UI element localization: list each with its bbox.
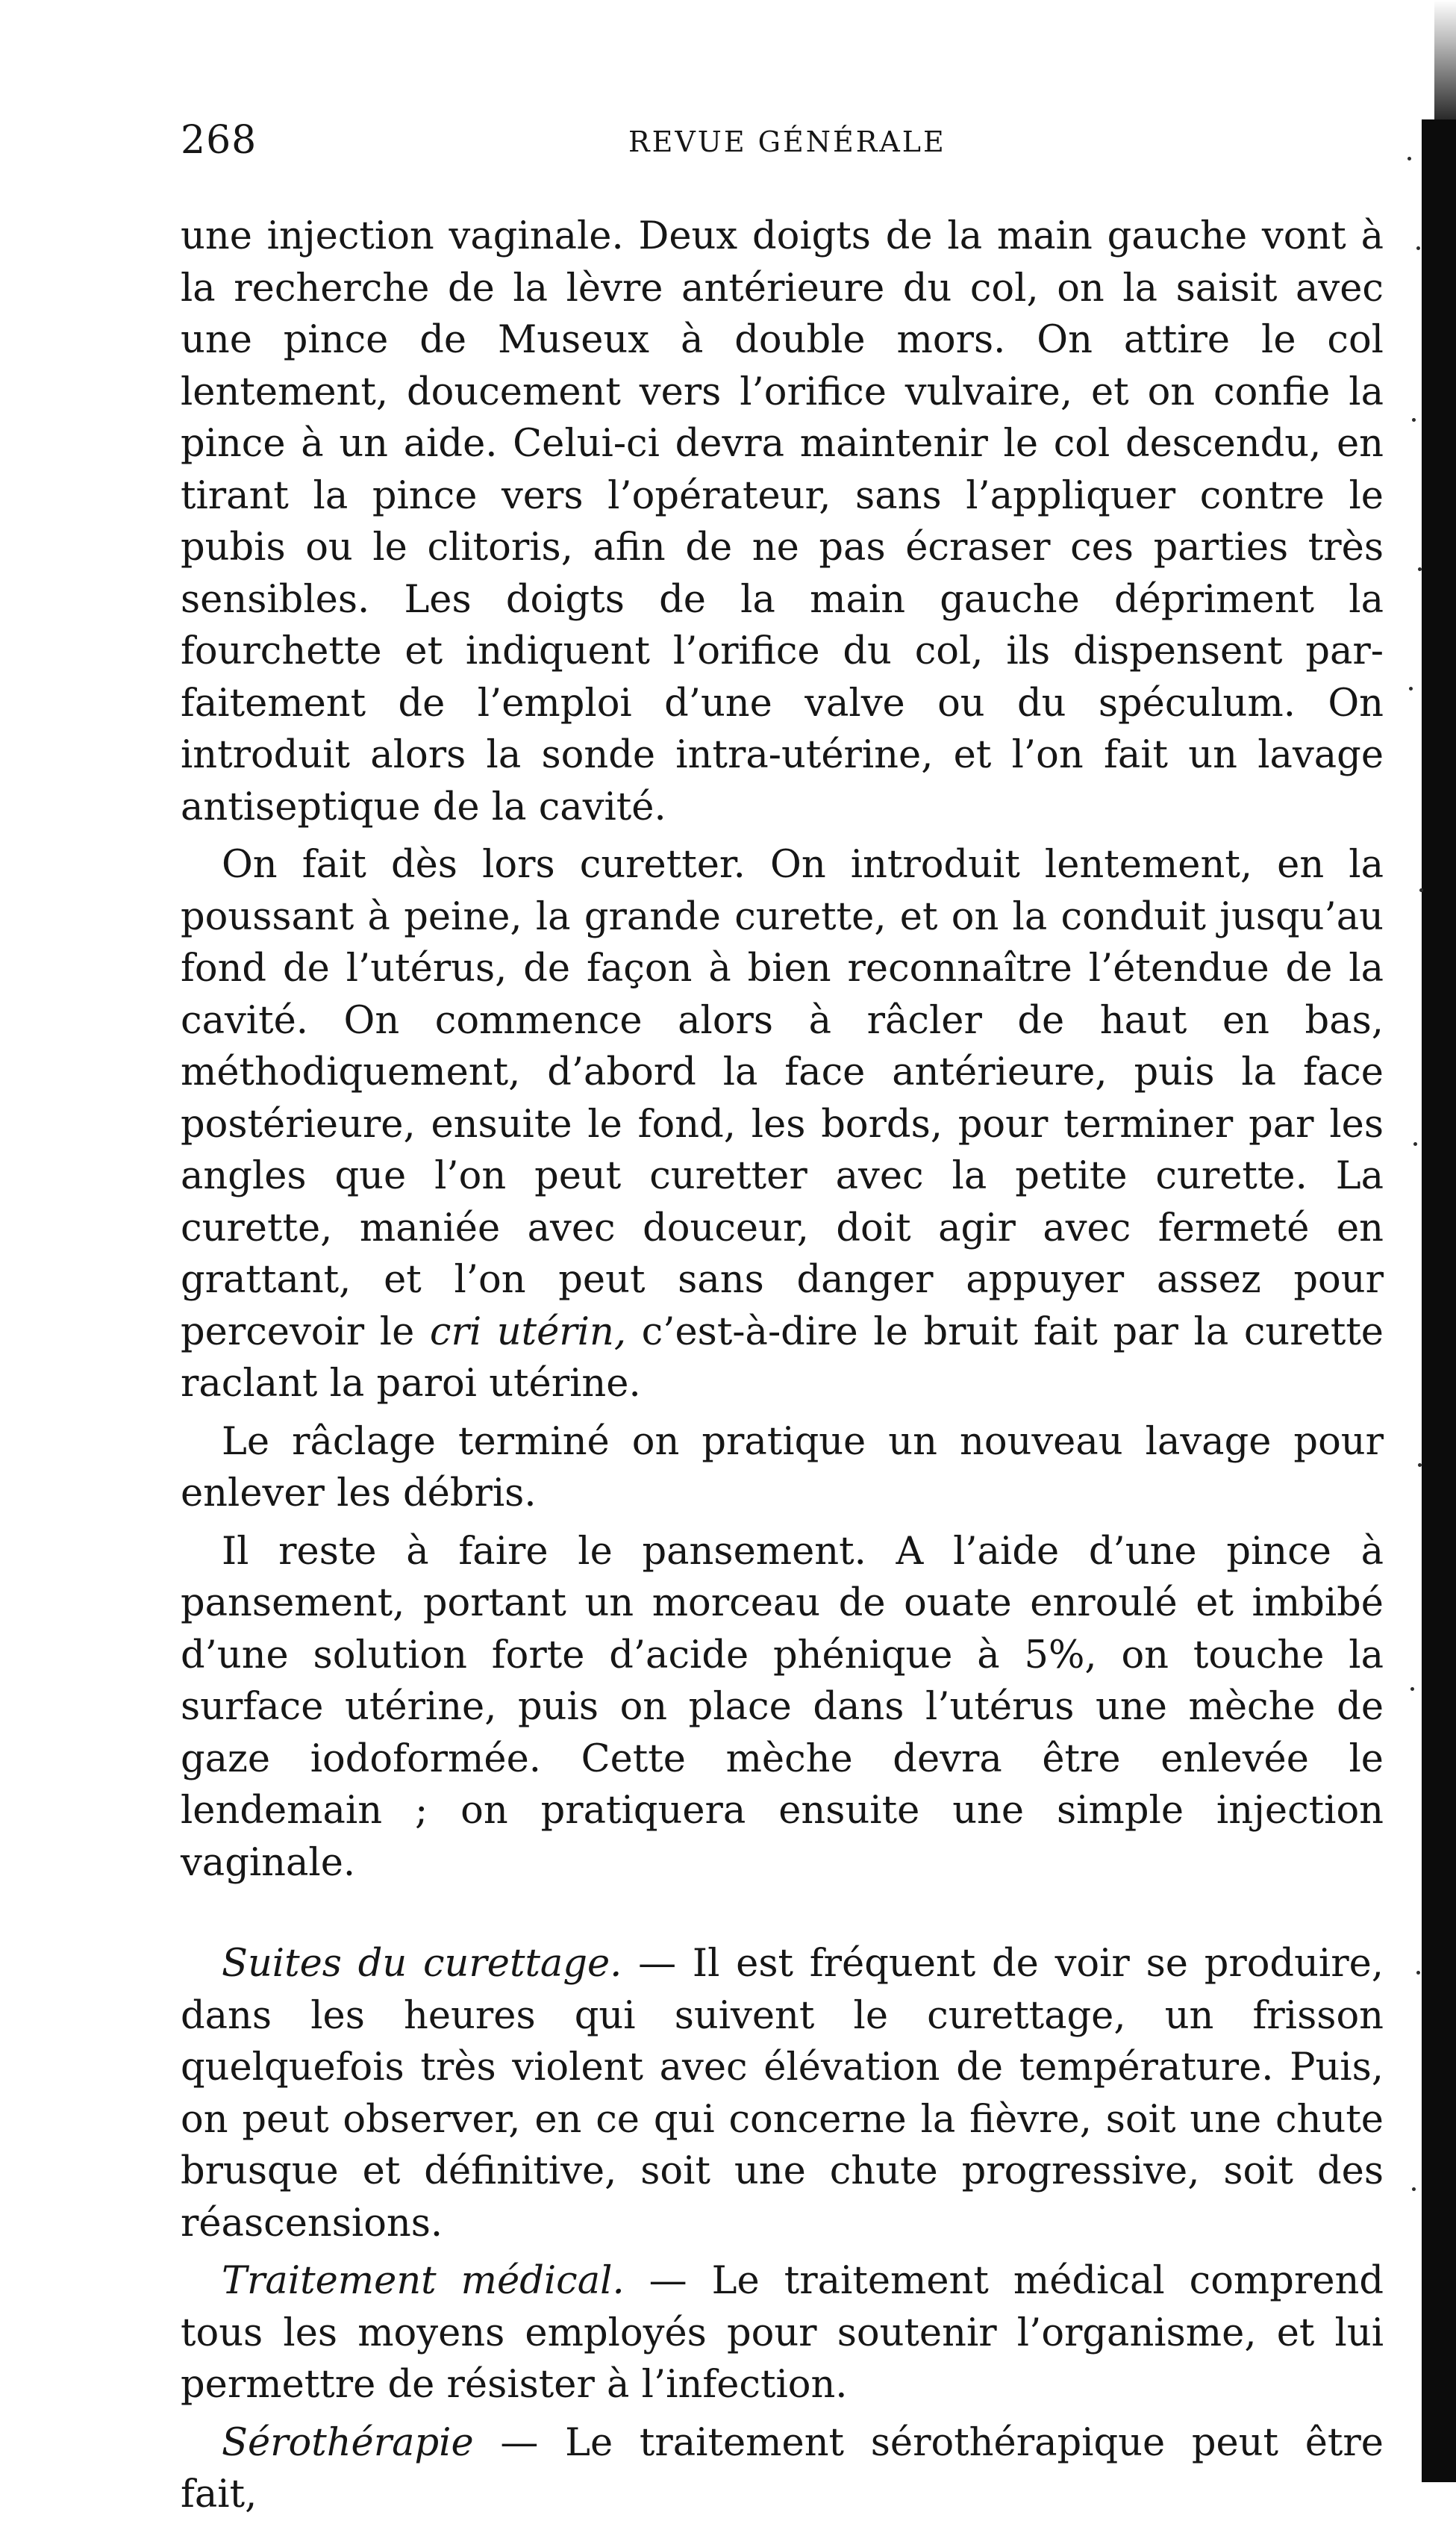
section-serotherapie-heading: Sérothérapie xyxy=(222,2420,474,2465)
section-suites-heading: Suites du curettage. xyxy=(222,1942,622,1986)
section-traitement-text: — Le traitement médical comprend tous les moyens employés pour soutenir l’organisme, et lui permettre de résister à l’infection. xyxy=(181,2259,1384,2407)
page-header xyxy=(181,118,1405,178)
body-text xyxy=(181,211,1384,2521)
section-suites-text: — Il est fréquent de voir se produire, dans les heures qui suivent le curettage, un frisson quelquefois très violent avec élévation de température. Puis, on peut observer, en ce qui concerne la fièvre, soit une chute brusque et définitive, soit une chute progressive, soit des réascensions. xyxy=(181,1942,1384,2246)
page-number: 268 xyxy=(181,118,257,163)
section-traitement xyxy=(181,2255,1384,2411)
section-suites xyxy=(181,1938,1384,2249)
section-serotherapie xyxy=(181,2417,1384,2521)
cri-uterin-rest: c’est-à-dire le bruit fait par la curette raclant la paroi utérine. xyxy=(181,1309,1384,1406)
paragraph-injection: une injection vaginale. Deux doigts de la main gauche vont à la recherche de la lèvre antérieure du col, on la saisit avec une pince de Museux à double mors. On attire le col lentement, doucement vers l’orifice vulvaire, et on confie la pince à un aide. Celui-ci devra maintenir le col descendu, en tirant la pince vers l’opérateur, sans l’appliquer contre le pubis ou le clitoris, afin de ne pas écraser ces parties très sensibles. Les doigts de la main gauche dépriment la fourchette et indiquent l’orifice du col, ils dispensent parfaitement de l’emploi d’une valve ou du spéculum. On introduit alors la sonde intra-utérine, et l’on fait un lavage antiseptique de la cavité. xyxy=(181,214,1384,829)
page-edge-specks xyxy=(1394,0,1424,2482)
section-serotherapie-text: — Le traitement sérothérapique peut être fait, xyxy=(181,2420,1384,2517)
paragraph-pansement: Il reste à faire le pansement. A l’aide d’une pince à pansement, portant un morceau de ouate enroulé et imbibé d’une solution forte d’acide phénique à 5%, on touche la surface utérine, puis on place dans l’utérus une mèche de gaze iodoformée. Cette mèche devra être enlevée le lendemain ; on pratiquera ensuite une simple injection vaginale. xyxy=(181,1529,1384,1885)
paragraph-raclage: Le râclage terminé on pratique un nouveau lavage pour enlever les débris. xyxy=(181,1419,1384,1515)
page-edge-shadow-top xyxy=(1434,0,1456,119)
section-traitement-heading: Traitement médical. xyxy=(222,2259,625,2303)
page-edge-shadow xyxy=(1422,119,1456,2482)
running-head: REVUE GÉNÉRALE xyxy=(628,125,946,158)
cri-uterin-term: cri utérin, xyxy=(429,1309,627,1354)
paragraph-curettage xyxy=(181,839,1384,1410)
paragraph-curettage-text: On fait dès lors curetter. On introduit lentement, en la poussant à peine, la grande curette, et on la conduit jusqu’au fond de l’utérus, de façon à bien reconnaître l’étendue de la cavité. On commence alors à râcler de haut en bas, méthodiquement, d’abord la face antérieure, puis la face postérieure, ensuite le fond, les bords, pour terminer par les angles que l’on peut curetter avec la petite curette. La curette, maniée avec douceur, doit agir avec fermeté en grattant, et l’on peut sans danger appuyer assez pour percevoir le xyxy=(181,843,1384,1354)
